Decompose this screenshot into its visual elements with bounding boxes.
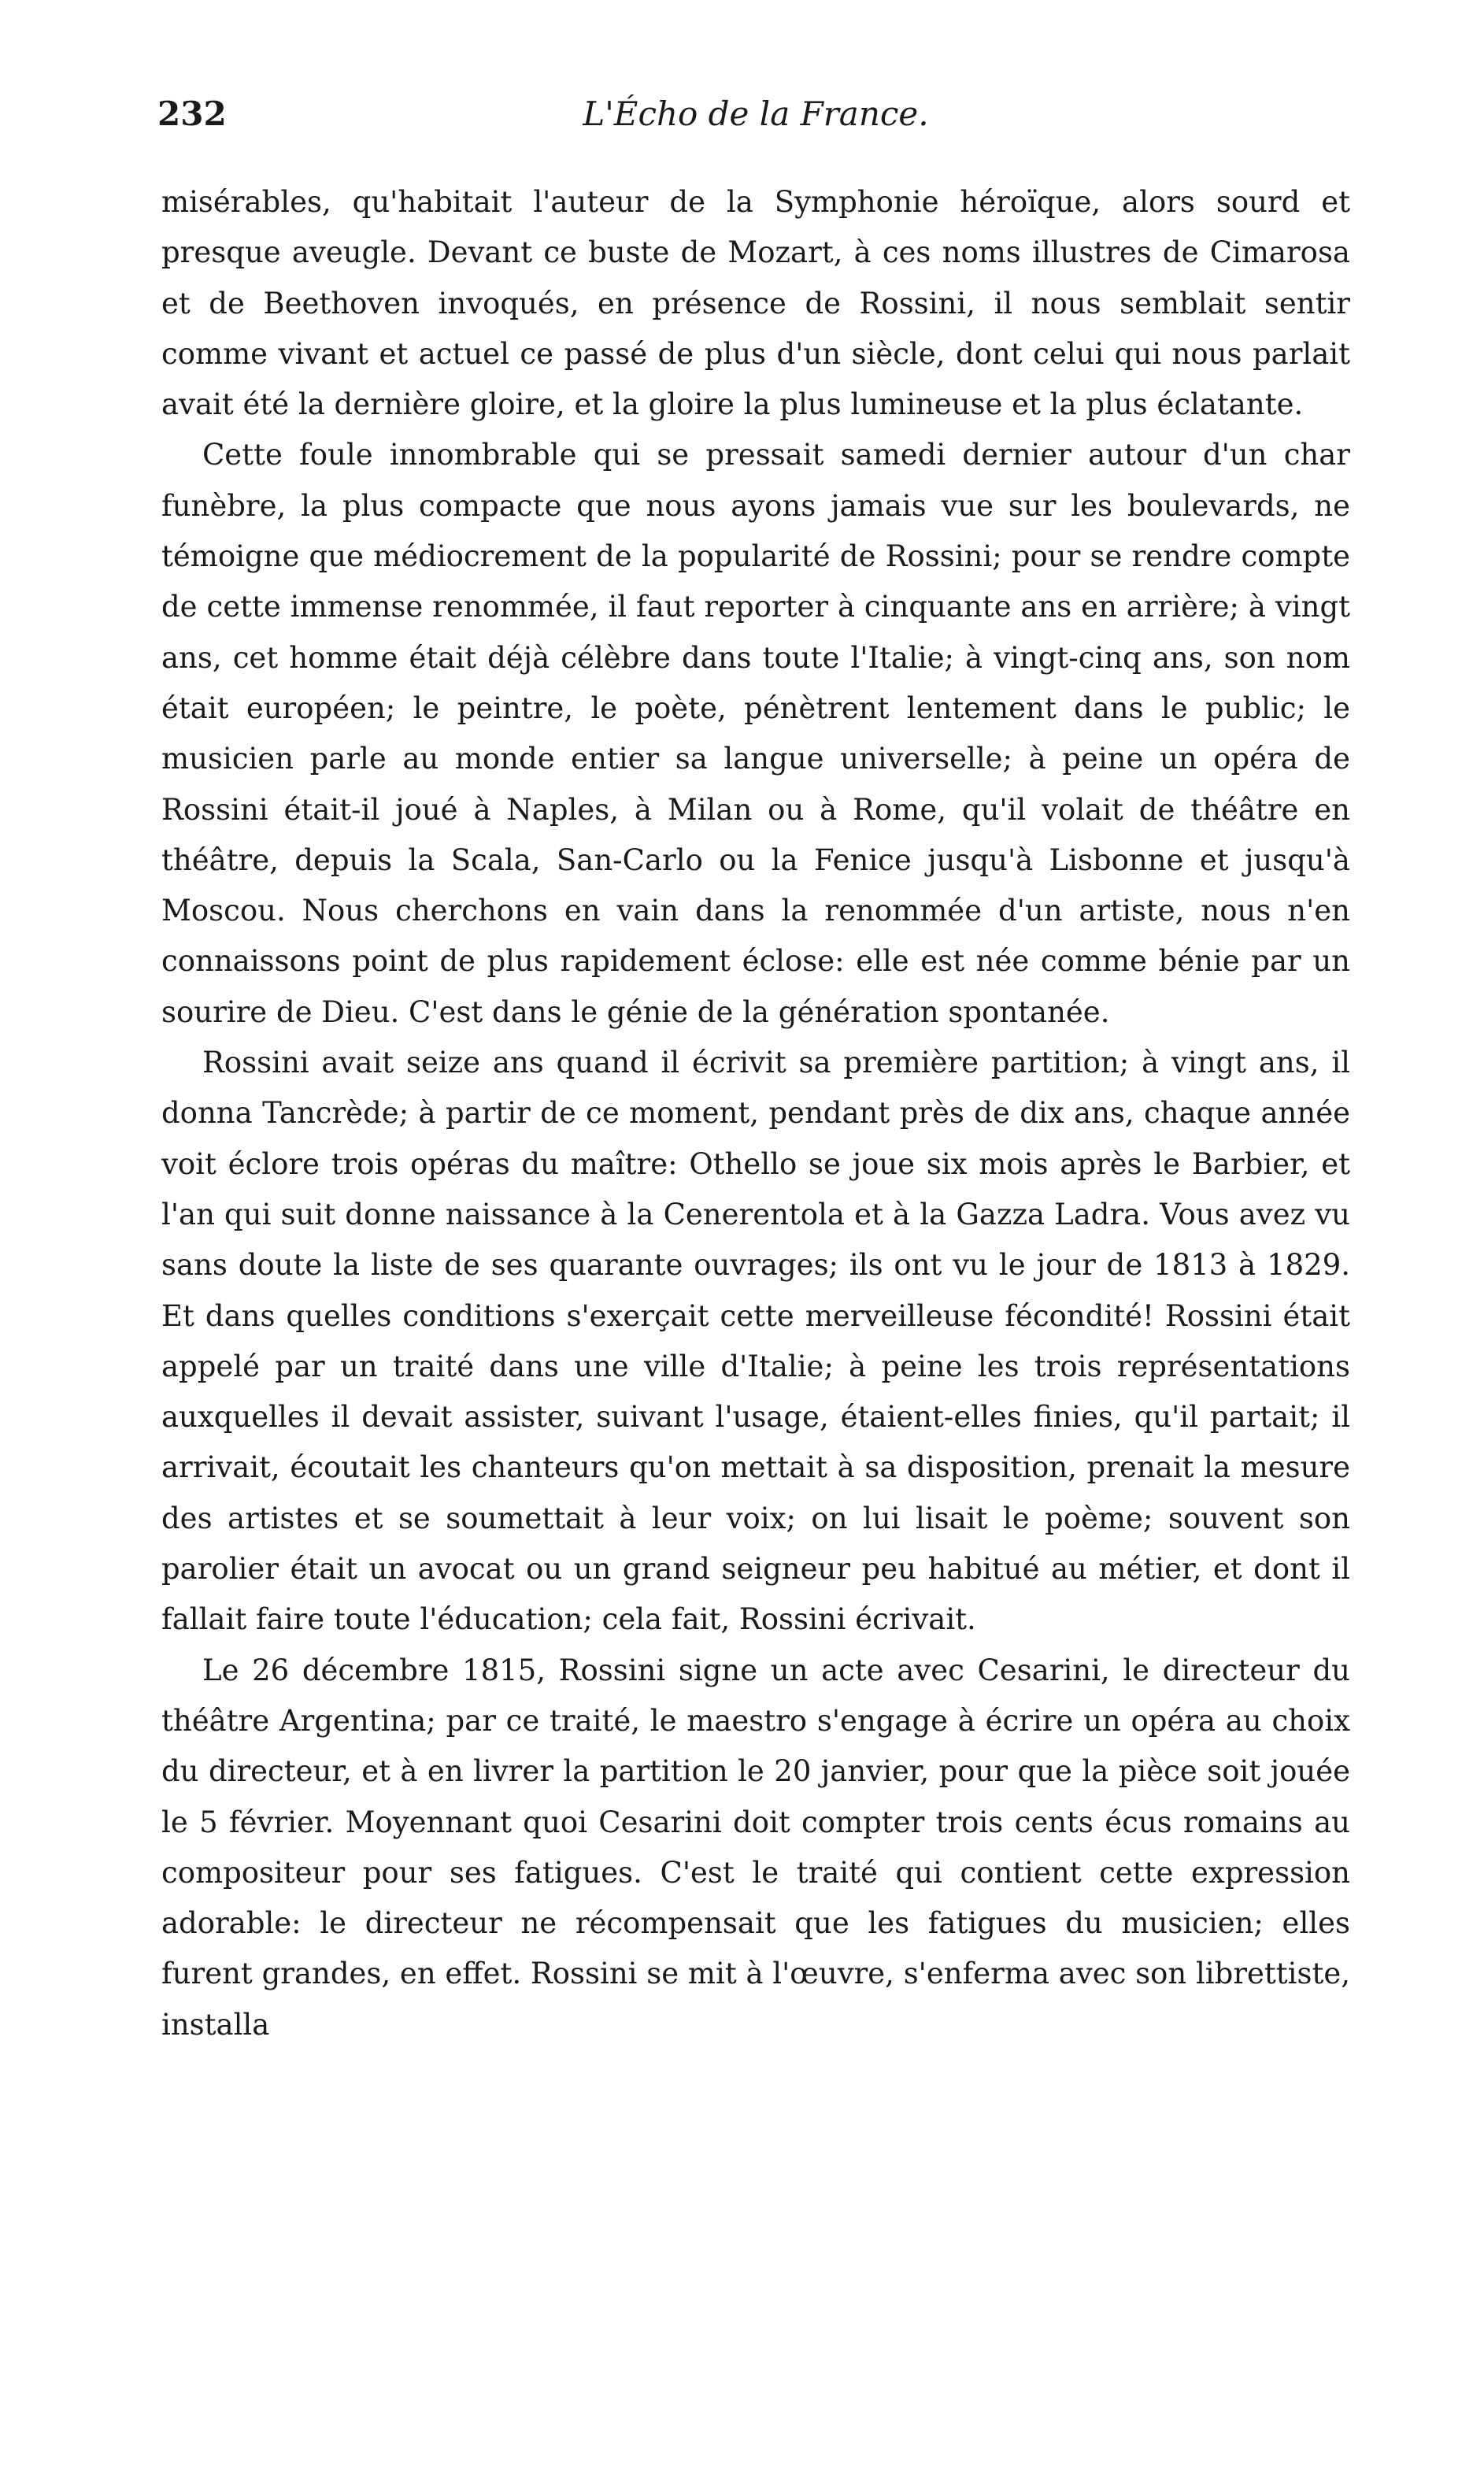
page-number: 232 <box>157 94 227 133</box>
body-text <box>161 177 1350 2050</box>
paragraph-4: Le 26 décembre 1815, Rossini signe un acte avec Cesarini, le directeur du théâtre Argentina; par ce traité, le maestro s'engage à écrire un opéra au choix du directeur, et à en livrer la partition le 20 janvier, pour que la pièce soit jouée le 5 février. Moyennant quoi Cesarini doit compter trois cents écus romains au compositeur pour ses fatigues. C'est le traité qui contient cette expression adorable: le directeur ne récompensait que les fatigues du musicien; elles furent grandes, en effet. Rossini se mit à l'œuvre, s'enferma avec son librettiste, installa <box>161 1653 1350 2042</box>
paragraph-3: Rossini avait seize ans quand il écrivit sa première partition; à vingt ans, il donna Tancrède; à partir de ce moment, pendant près de dix ans, chaque année voit éclore trois opéras du maître: Othello se joue six mois après le Barbier, et l'an qui suit donne naissance à la Cenerentola et à la Gazza Ladra. Vous avez vu sans doute la liste de ses quarante ouvrages; ils ont vu le jour de 1813 à 1829. Et dans quelles conditions s'exerçait cette merveilleuse fécondité! Rossini était appelé par un traité dans une ville d'Italie; à peine les trois représentations auxquelles il devait assister, suivant l'usage, étaient-elles finies, qu'il partait; il arrivait, écoutait les chanteurs qu'on mettait à sa disposition, prenait la mesure des artistes et se soumettait à leur voix; on lui lisait le poème; souvent son parolier était un avocat ou un grand seigneur peu habitué au métier, et dont il fallait faire toute l'éducation; cela fait, Rossini écrivait. <box>161 1046 1350 1637</box>
paragraph-2: Cette foule innombrable qui se pressait samedi dernier autour d'un char funèbre, la plus compacte que nous ayons jamais vue sur les boulevards, ne témoigne que médiocrement de la popularité de Rossini; pour se rendre compte de cette immense renommée, il faut reporter à cinquante ans en arrière; à vingt ans, cet homme était déjà célèbre dans toute l'Italie; à vingt-cinq ans, son nom était européen; le peintre, le poète, pénètrent lentement dans le public; le musicien parle au monde entier sa langue universelle; à peine un opéra de Rossini était-il joué à Naples, à Milan ou à Rome, qu'il volait de théâtre en théâtre, depuis la Scala, San-Carlo ou la Fenice jusqu'à Lisbonne et jusqu'à Moscou. Nous cherchons en vain dans la renommée d'un artiste, nous n'en connaissons point de plus rapidement éclose: elle est née comme bénie par un sourire de Dieu. C'est dans le génie de la génération spontanée. <box>161 438 1350 1029</box>
page-header <box>157 87 1354 142</box>
paragraph-1: misérables, qu'habitait l'auteur de la Symphonie héroïque, alors sourd et presque aveugle. Devant ce buste de Mozart, à ces noms illustres de Cimarosa et de Beethoven invoqués, en présence de Rossini, il nous semblait sentir comme vivant et actuel ce passé de plus d'un siècle, dont celui qui nous parlait avait été la dernière gloire, et la gloire la plus lumineuse et la plus éclatante. <box>161 185 1350 422</box>
running-title: L'Écho de la France. <box>583 94 929 133</box>
